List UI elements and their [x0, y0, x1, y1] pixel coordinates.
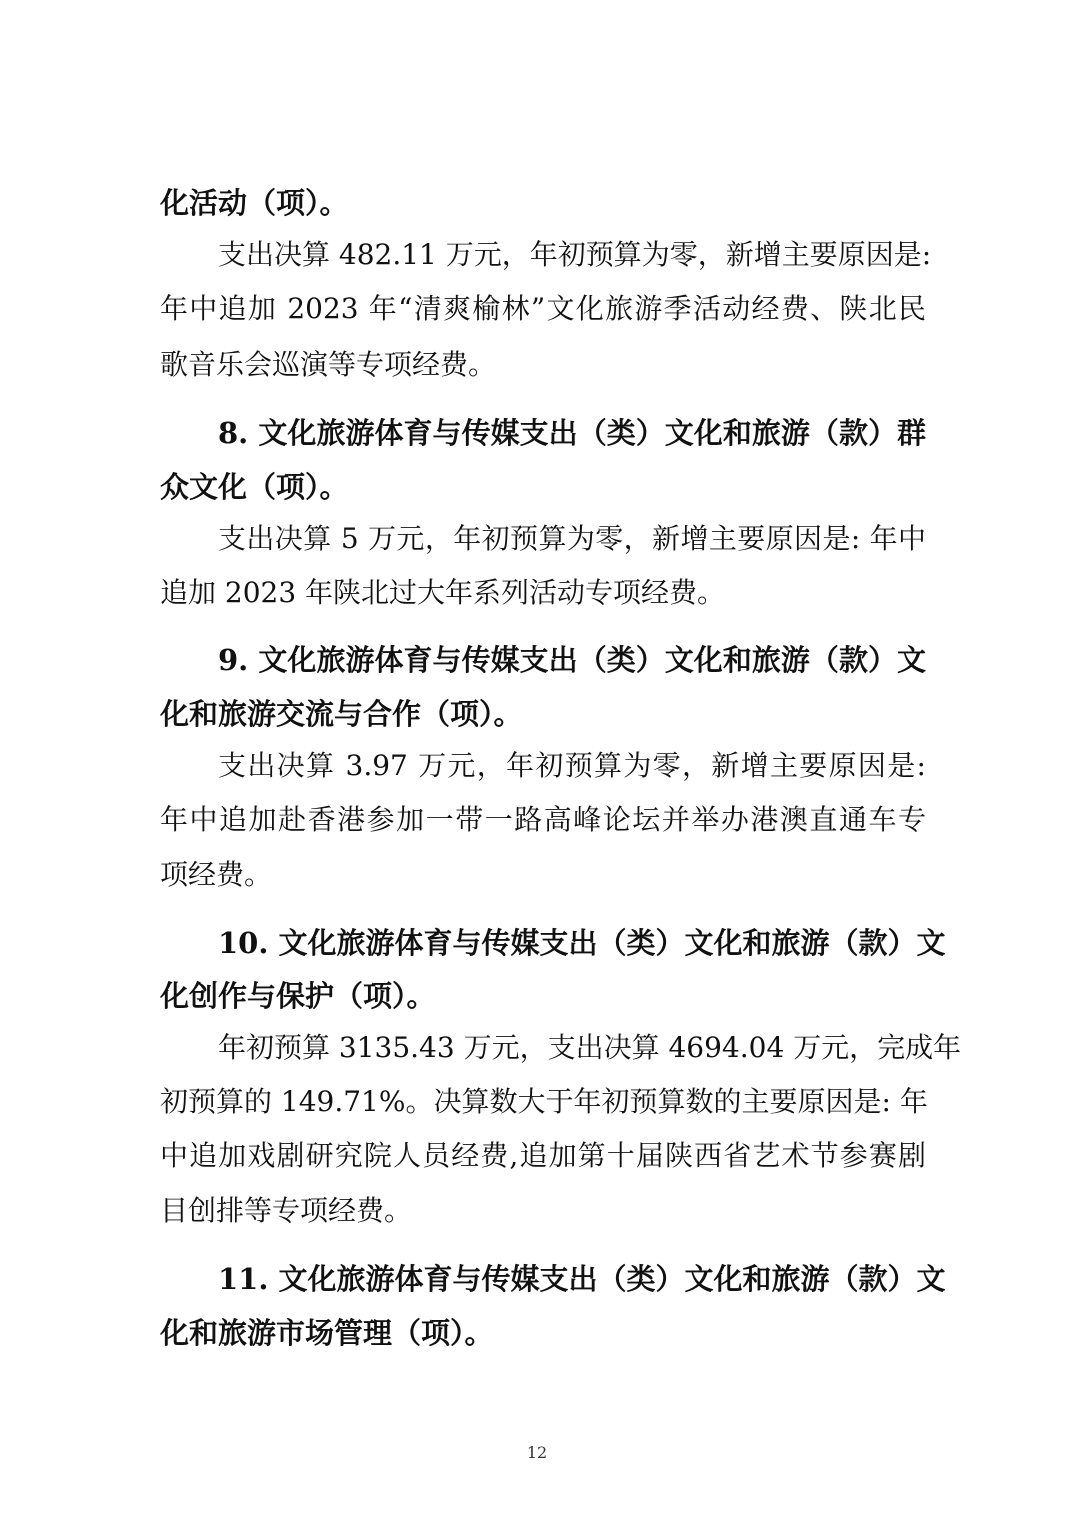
paragraph-8-line-2: 追加 2023 年陕北过大年系列活动专项经费。 — [160, 576, 726, 609]
heading-9-line-2: 化和旅游交流与合作（项）。 — [160, 697, 523, 731]
heading-8-line-2: 众文化（项）。 — [160, 470, 349, 504]
paragraph-10-line-3: 中追加戏剧研究院人员经费,追加第十届陕西省艺术节参赛剧 — [160, 1139, 926, 1172]
heading-10-line-1: 10. 文化旅游体育与传媒支出（类）文化和旅游（款）文 — [218, 926, 946, 960]
paragraph-9-line-1: 支出决算 3.97 万元，年初预算为零，新增主要原因是: — [218, 749, 926, 782]
paragraph-8-line-1: 支出决算 5 万元，年初预算为零，新增主要原因是: 年中 — [218, 522, 926, 555]
heading-7-continuation: 化活动（项）。 — [160, 186, 349, 220]
heading-11-line-2: 化和旅游市场管理（项）。 — [160, 1316, 494, 1350]
paragraph-10-line-4: 目创排等专项经费。 — [160, 1194, 413, 1227]
document-page — [160, 0, 962, 1520]
heading-8-line-1: 8. 文化旅游体育与传媒支出（类）文化和旅游（款）群 — [218, 416, 926, 450]
heading-9-line-1: 9. 文化旅游体育与传媒支出（类）文化和旅游（款）文 — [218, 643, 926, 677]
page-number: 12 — [526, 1443, 548, 1462]
paragraph-9-line-3: 项经费。 — [160, 858, 273, 891]
paragraph-7-line-2: 年中追加 2023 年“清爽榆林”文化旅游季活动经费、陕北民 — [160, 292, 926, 325]
paragraph-7-line-1: 支出决算 482.11 万元，年初预算为零，新增主要原因是: — [218, 238, 932, 271]
paragraph-7-line-3: 歌音乐会巡演等专项经费。 — [160, 348, 497, 381]
paragraph-10-line-2: 初预算的 149.71%。决算数大于年初预算数的主要原因是: 年 — [160, 1085, 928, 1118]
paragraph-10-line-1: 年初预算 3135.43 万元，支出决算 4694.04 万元，完成年 — [218, 1031, 962, 1064]
heading-10-line-2: 化创作与保护（项）。 — [160, 979, 436, 1013]
paragraph-9-line-2: 年中追加赴香港参加一带一路高峰论坛并举办港澳直通车专 — [160, 803, 926, 836]
heading-11-line-1: 11. 文化旅游体育与传媒支出（类）文化和旅游（款）文 — [218, 1262, 946, 1296]
